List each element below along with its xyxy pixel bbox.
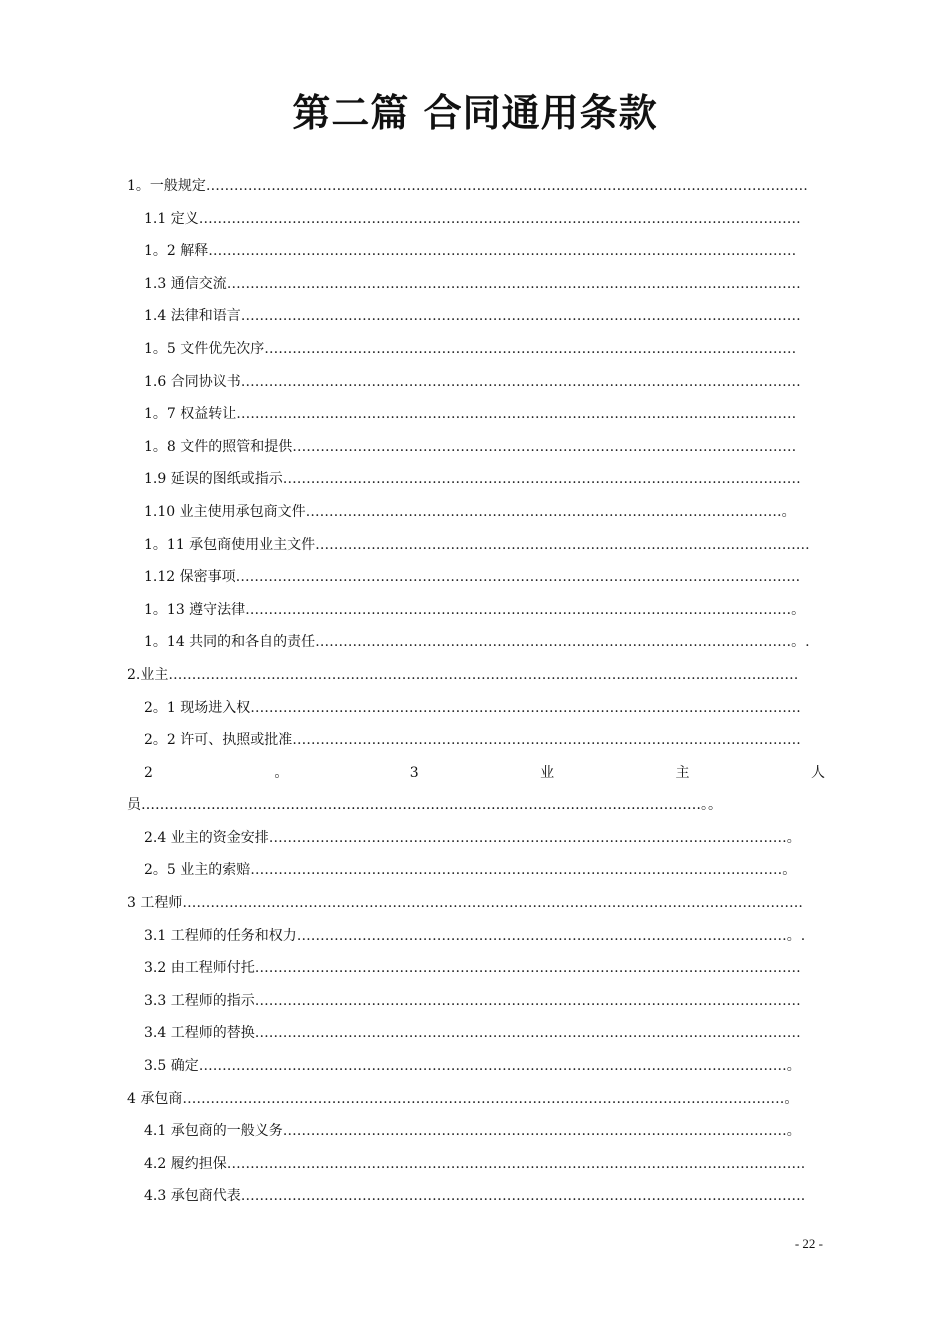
- toc-entry: [127, 1180, 827, 1213]
- dot-leader: …………………………………………………………………………………………………………………: [182, 1090, 785, 1107]
- dot-leader: ……………………………………………………………………………………………………………: [226, 275, 801, 292]
- toc-entry-label: 1。8 文件的照管和提供: [144, 438, 293, 455]
- dot-leader: ………………………………………………………………………………………………………: [254, 1025, 801, 1042]
- toc-entry: [127, 561, 827, 594]
- toc-entry: [127, 626, 827, 659]
- wrapped-part: 。: [274, 764, 289, 781]
- toc-entry-tail: 。: [786, 829, 801, 846]
- toc-entry: [127, 529, 827, 562]
- toc-entry: [127, 887, 827, 920]
- dot-leader: ………………………………………………………………………………………………………………………: [168, 666, 799, 683]
- dot-leader: …………………………………………………………………………………………………………: [240, 1188, 801, 1205]
- toc-entry-tail: 。: [781, 503, 796, 520]
- toc-entry-wrapped: [127, 757, 827, 822]
- dot-leader: ……………………………………………………………………………………………………: [250, 862, 783, 879]
- toc-entry: [127, 170, 827, 203]
- toc-entry: [127, 659, 827, 692]
- toc-entry: [127, 692, 827, 725]
- dot-leader: ………………………………………………………………………………………………: [292, 732, 797, 749]
- toc-entry-wrapped-label: [127, 757, 827, 790]
- wrapped-part: 人: [810, 764, 825, 781]
- page-title: 第二篇 合同通用条款: [292, 91, 658, 135]
- toc-entry-label: 1。一般规定: [127, 178, 206, 194]
- toc-entry-label: 1.4 法律和语言: [144, 308, 241, 325]
- toc-entry-tail: 。: [782, 862, 797, 879]
- toc-entry: [127, 1017, 827, 1050]
- toc-entry: [127, 1050, 827, 1083]
- toc-entry-label: 2.4 业主的资金安排: [144, 829, 269, 846]
- dot-leader: ……………………………………………………………………………………………………: [264, 340, 797, 357]
- toc-entry-label: 2.业主: [127, 666, 169, 683]
- toc-section-after: [127, 822, 827, 1213]
- toc-section-first: [127, 170, 827, 757]
- toc-entry: [127, 300, 827, 333]
- toc-entry-label: 3.3 工程师的指示: [144, 992, 255, 1009]
- toc-entry: [127, 1083, 827, 1116]
- toc-entry-label: 3.1 工程师的任务和权力: [144, 927, 297, 944]
- toc-entry-tail: .: [795, 569, 801, 586]
- toc-entry: [127, 398, 827, 431]
- toc-entry-label: 1.1 定义: [144, 210, 199, 227]
- toc-entry: [127, 268, 827, 301]
- toc-entry-label: 1。11 承包商使用业主文件: [144, 536, 316, 553]
- table-of-contents: [127, 170, 827, 1213]
- toc-entry-label: 1.6 合同协议书: [144, 373, 241, 390]
- dot-leader: …………………………………………………………………………………………………………………: [205, 178, 808, 194]
- wrapped-part: 3: [409, 764, 419, 781]
- dot-leader: …………………………………………………………………………………………………………: [240, 308, 801, 325]
- toc-entry: [127, 854, 827, 887]
- dot-leader: …………………………………………………………………………………………………………: [236, 406, 797, 423]
- toc-entry-wrapped-rest: [127, 789, 827, 822]
- toc-entry-tail: 。: [791, 601, 806, 618]
- toc-entry-tail: .: [796, 732, 801, 749]
- toc-entry-tail: .: [798, 895, 803, 912]
- dot-leader: …………………………………………………………………………………………………: [268, 829, 787, 846]
- toc-entry: [127, 203, 827, 236]
- toc-entry: [127, 920, 827, 953]
- toc-entry: [127, 822, 827, 855]
- dot-leader: ……………………………………………………………………………………………: [296, 927, 787, 944]
- wrapped-rest-label: 员: [127, 797, 141, 814]
- page-number: - 22 -: [794, 1236, 823, 1251]
- toc-entry-tail: 。: [786, 1058, 801, 1075]
- toc-entry: [127, 431, 827, 464]
- toc-entry-tail: 。.: [791, 634, 810, 651]
- dot-leader: ………………………………………………………………………………………………………: [245, 601, 792, 618]
- dot-leader: …………………………………………………………………………………………………………………: [198, 210, 801, 227]
- toc-entry: [127, 724, 827, 757]
- dot-leader: ………………………………………………………………………………………………………………: [208, 243, 797, 260]
- toc-entry-label: 4.2 履约担保: [144, 1155, 227, 1172]
- toc-entry-label: 4 承包商: [127, 1090, 183, 1107]
- toc-entry: [127, 1115, 827, 1148]
- toc-entry-label: 1.9 延误的图纸或指示: [144, 471, 283, 488]
- toc-entry-label: 4.3 承包商代表: [144, 1188, 241, 1205]
- toc-entry: [127, 463, 827, 496]
- toc-entry-tail: .: [800, 1155, 806, 1172]
- toc-entry: [127, 235, 827, 268]
- dot-leader: ………………………………………………………………………………………………………: [254, 992, 801, 1009]
- dot-leader: …………………………………………………………………………………………………: [282, 471, 801, 488]
- toc-entry-label: 1.3 通信交流: [144, 275, 227, 292]
- dot-leader: ………………………………………………………………………………………………………: [254, 960, 801, 977]
- toc-entry: [127, 952, 827, 985]
- dot-leader: ……………………………………………………………………………………………………………: [226, 1155, 801, 1172]
- toc-entry-label: 1。14 共同的和各自的责任: [144, 634, 316, 651]
- dot-leader: …………………………………………………………………………………………: [305, 503, 782, 520]
- dot-leader: ………………………………………………………………………………………………………: [250, 699, 797, 716]
- dot-leader: ………………………………………………………………………………………………………………: [198, 1058, 787, 1075]
- dot-leader: …………………………………………………………………………………………: [315, 634, 792, 651]
- toc-entry: [127, 366, 827, 399]
- toc-entry-label: 3.5 确定: [144, 1058, 199, 1075]
- toc-entry-tail: .: [805, 536, 810, 553]
- toc-entry: [127, 496, 827, 529]
- toc-entry-tail: .: [800, 1188, 806, 1205]
- toc-entry-label: 4.1 承包商的一般义务: [144, 1123, 283, 1140]
- toc-entry-label: 3 工程师: [127, 895, 183, 912]
- dot-leader: ……………………………………………………………………………………………: [315, 536, 806, 553]
- wrapped-part: 主: [675, 764, 690, 781]
- toc-entry-label: 3.4 工程师的替换: [144, 1025, 255, 1042]
- toc-entry-label: 2。1 现场进入权: [144, 699, 251, 716]
- toc-entry-tail: 。.: [786, 927, 806, 944]
- toc-entry: [127, 594, 827, 627]
- toc-entry-label: 1。5 文件优先次序: [144, 340, 265, 357]
- dot-leader: ……………………………………………………………………………………………………………………: [182, 895, 799, 912]
- toc-entry-label: 1.12 保密事项: [144, 569, 236, 586]
- toc-entry-tail: .: [796, 699, 801, 716]
- toc-entry-label: 1。2 解释: [144, 243, 209, 260]
- wrapped-tail: 。。: [701, 797, 722, 814]
- toc-entry-label: 2。5 业主的索赔: [144, 862, 251, 879]
- toc-entry-label: 3.2 由工程师付托: [144, 960, 255, 977]
- dot-leader: …………………………………………………………………………………………………………: [240, 373, 801, 390]
- dot-leader: …………………………………………………………………………………………………………: [141, 797, 701, 814]
- toc-entry-tail: 。: [784, 1090, 799, 1107]
- toc-entry: [127, 333, 827, 366]
- toc-entry-label: 1。13 遵守法律: [144, 601, 246, 618]
- toc-entry: [127, 985, 827, 1018]
- dot-leader: ………………………………………………………………………………………………: [282, 1123, 787, 1140]
- toc-entry: [127, 1148, 827, 1181]
- toc-entry-label: 1.10 业主使用承包商文件: [144, 503, 306, 520]
- dot-leader: …………………………………………………………………………………………………………: [235, 569, 796, 586]
- wrapped-part: 业: [540, 764, 555, 781]
- toc-entry-tail: 。: [786, 1123, 801, 1140]
- wrapped-part: 2: [144, 764, 153, 781]
- toc-entry-label: 2。2 许可、执照或批准: [144, 732, 293, 749]
- toc-entry-label: 1。7 权益转让: [144, 406, 237, 423]
- dot-leader: ………………………………………………………………………………………………: [292, 438, 797, 455]
